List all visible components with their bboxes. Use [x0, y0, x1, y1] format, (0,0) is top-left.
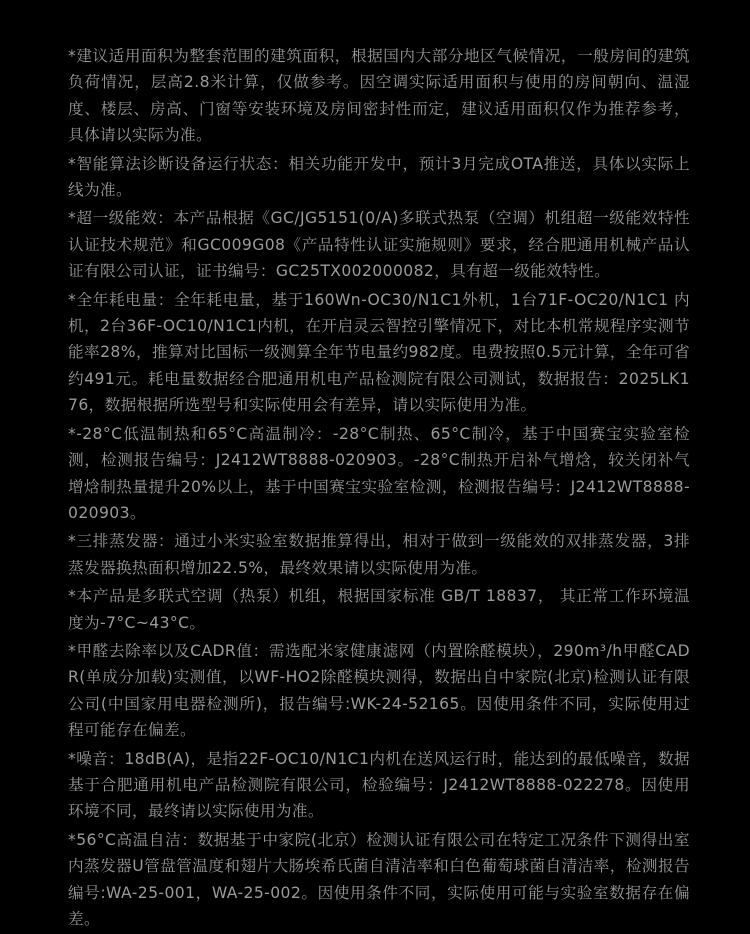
note-noise: *噪音：18dB(A)，是指22F-OC10/N1C1内机在送风运行时，能达到的最低噪音，数据基于合肥通用机电产品检测院有限公司，检验编号：J2412WT8888-022278。因使用环境不同，最终请以实际使用为准。 — [68, 749, 690, 821]
note-operating-temperature: *本产品是多联式空调（热泵）机组，根据国家标准 GB/T 18837， 其正常工作环境温度为-7°C~43°C。 — [68, 587, 690, 632]
disclaimer-notes — [68, 43, 690, 934]
note-annual-power: *全年耗电量：全年耗电量，基于160Wn-OC30/N1C1外机，1台71F-OC20/N1C1 内机，2台36F-OC10/N1C1内机，在开启灵云智控引擎情况下，对比本机常规程序实测节能率28%，推算对比国标一级测算全年节电量约982度。电费按照0.5元计算，全年可省约491元。耗电量数据经合肥通用机电产品检测院有限公司测试，数据报告：2025LK176，数据根据所选型号和实际使用会有差异，请以实际使用为准。 — [68, 290, 690, 415]
note-extreme-temperature: *-28°C低温制热和65°C高温制冷：-28°C制热、65°C制冷，基于中国赛宝实验室检测，检测报告编号：J2412WT8888-020903。-28°C制热开启补气增焓，较关闭补气增焓制热量提升20%以上，基于中国赛宝实验室检测，检测报告编号：J2412WT8888-020903。 — [68, 424, 690, 522]
note-formaldehyde: *甲醛去除率以及CADR值：需选配米家健康滤网（内置除醛模块），290m³/h甲醛CADR(单成分加载)实测值，以WF-HO2除醛模块测得，数据出自中家院(北京)检测认证有限公司(中国家用电器检测所)，报告编号:WK-24-52165。因使用条件不同，实际使用过程可能存在偏差。 — [68, 641, 690, 740]
note-self-cleaning: *56°C高温自洁：数据基于中家院(北京）检测认证有限公司在特定工况条件下测得出室内蒸发器U管盘管温度和翅片大肠埃希氏菌自清洁率和白色葡萄球菌自清洁率，检测报告编号:WA-25-001，WA-25-002。因使用条件不同，实际使用可能与实验室数据存在偏差。 — [68, 830, 690, 928]
note-energy-efficiency: *超一级能效：本产品根据《GC/JG5151(0/A)多联式热泵（空调）机组超一级能效特性认证技术规范》和GC009G08《产品特性认证实施规则》要求，经合肥通用机械产品认证有限公司认证，证书编号：GC25TX002000082，具有超一级能效特性。 — [68, 209, 690, 281]
note-evaporator: *三排蒸发器：通过小米实验室数据推算得出，相对于做到一级能效的双排蒸发器，3排蒸发器换热面积增加22.5%，最终效果请以实际使用为准。 — [68, 532, 690, 577]
note-suitable-area: *建议适用面积为整套范围的建筑面积，根据国内大部分地区气候情况，一般房间的建筑负荷情况，层高2.8米计算，仅做参考。因空调实际适用面积与使用的房间朝向、温湿度、楼层、房高、门窗等安装环境及房间密封性而定，建议适用面积仅作为推荐参考，具体请以实际为准。 — [68, 47, 690, 145]
note-smart-diagnosis: *智能算法诊断设备运行状态：相关功能开发中，预计3月完成OTA推送，具体以实际上线为准。 — [68, 154, 690, 200]
